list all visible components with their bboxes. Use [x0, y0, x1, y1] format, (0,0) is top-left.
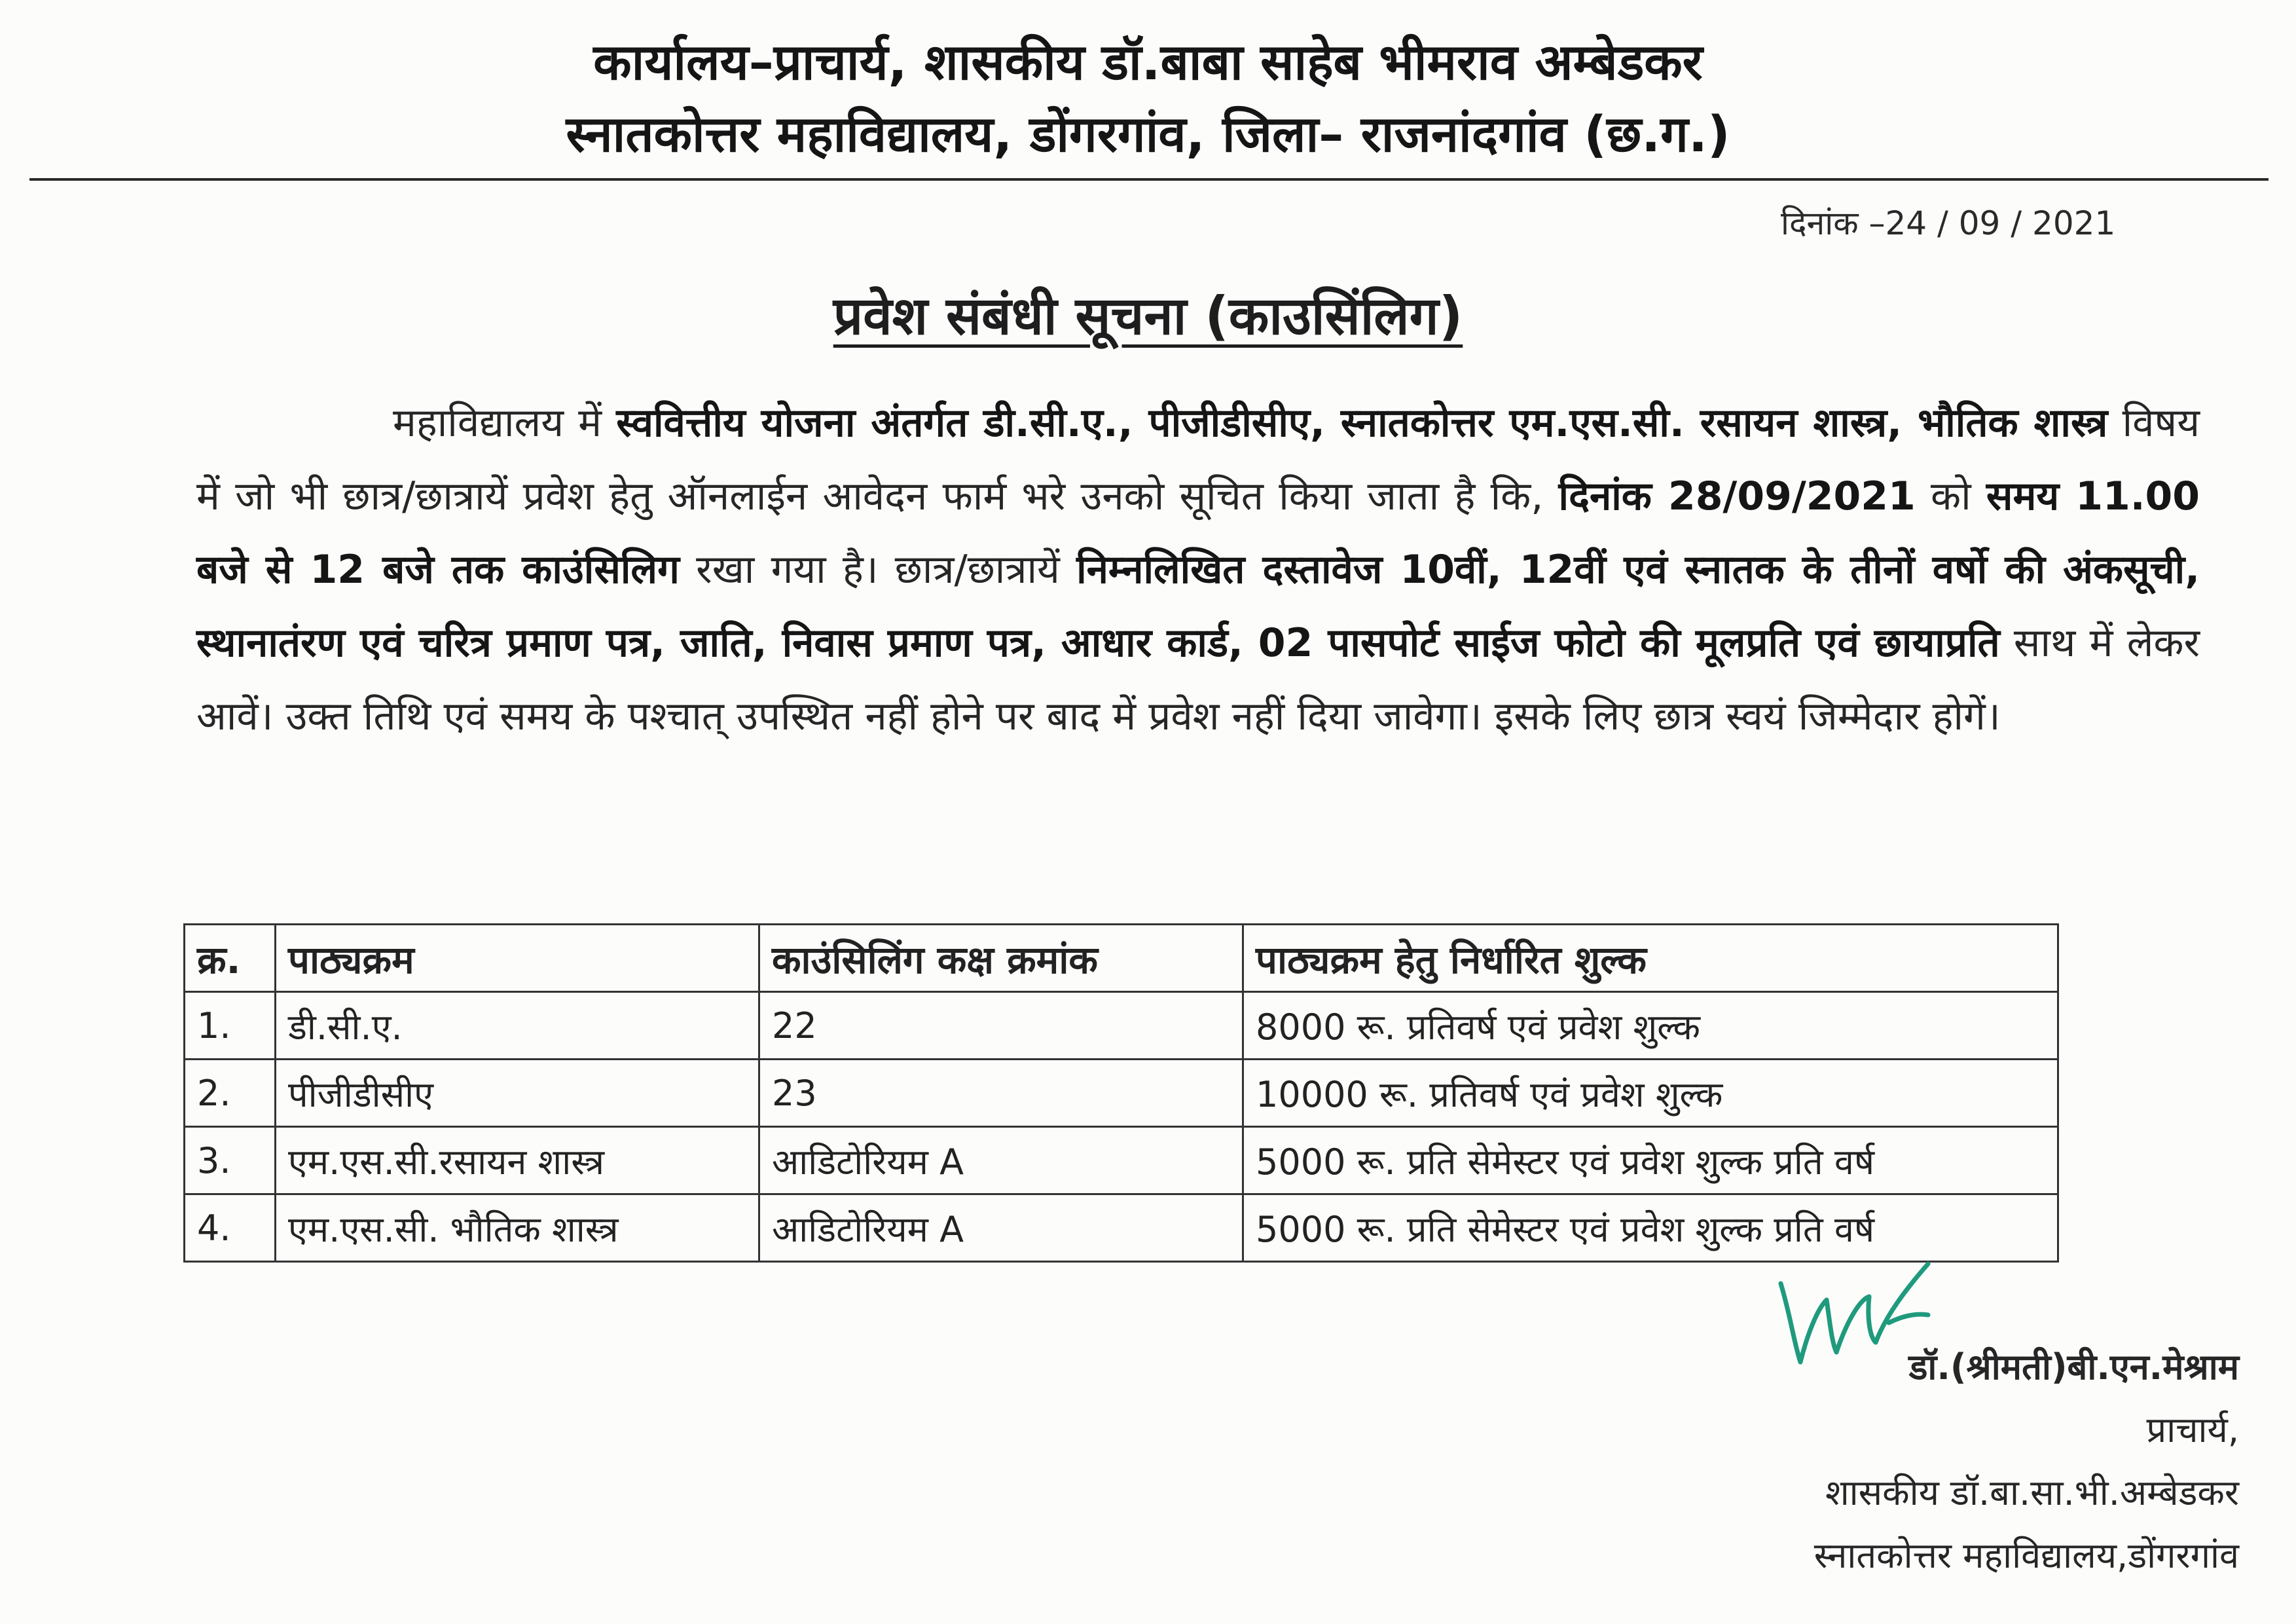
body-bold-date: दिनांक 28/09/2021 — [1558, 473, 1916, 519]
cell-serial: 2. — [185, 1060, 276, 1127]
office-header — [0, 26, 2296, 170]
cell-room: आडिटोरियम A — [759, 1194, 1243, 1262]
signatory-college-line-2: स्नातकोत्तर महाविद्यालय,डोंगरगांव — [1813, 1535, 2239, 1576]
cell-room: आडिटोरियम A — [759, 1127, 1243, 1194]
header-line-1: कार्यालय–प्राचार्य, शासकीय डॉ.बाबा साहेब भीमराव अम्बेडकर — [593, 33, 1703, 91]
header-line-2: स्नातकोत्तर महाविद्यालय, डोंगरगांव, जिला– राजनांदगांव (छ.ग.) — [566, 105, 1730, 163]
cell-serial: 1. — [185, 992, 276, 1060]
counselling-fee-table — [183, 923, 2059, 1263]
body-text-3: को — [1915, 473, 1986, 519]
body-text-4: रखा गया है। छात्र/छात्रायें — [679, 547, 1077, 593]
cell-fee: 10000 रू. प्रतिवर्ष एवं प्रवेश शुल्क — [1243, 1060, 2058, 1127]
header-fee: पाठ्यक्रम हेतु निर्धारित शुल्क — [1243, 925, 2058, 992]
cell-room: 22 — [759, 992, 1243, 1060]
cell-room: 23 — [759, 1060, 1243, 1127]
header-course: पाठ्यक्रम — [276, 925, 759, 992]
body-bold-courses: स्ववित्तीय योजना अंतर्गत डी.सी.ए., पीजीडीसीए, स्नातकोत्तर एम.एस.सी. रसायन शास्त्र, भौतिक शास्त्र — [616, 400, 2108, 446]
body-bold-documents: निम्नलिखित दस्तावेज 10वीं, 12वीं एवं स्नातक के तीनों वर्षो की अंकसूची, स्थानातंरण एवं चरित्र प्रमाण पत्र, जाति, निवास प्रमाण पत्र, आधार कार्ड, 02 पासपोर्ट साईज फोटो की मूलप्रति एवं छायाप्रति — [196, 547, 2200, 666]
header-room: काउंसिलिंग कक्ष क्रमांक — [759, 925, 1243, 992]
cell-fee: 5000 रू. प्रति सेमेस्टर एवं प्रवेश शुल्क प्रति वर्ष — [1243, 1127, 2058, 1194]
signatory-block — [1375, 1336, 2239, 1587]
notice-date: दिनांक –24 / 09 / 2021 — [1781, 204, 2116, 242]
signatory-designation: प्राचार्य, — [2146, 1409, 2239, 1450]
notice-title — [0, 278, 2296, 350]
notice-title-text: प्रवेश संबंधी सूचना (काउसिंलिग) — [833, 286, 1463, 346]
cell-course: डी.सी.ए. — [276, 992, 759, 1060]
body-text-1: महाविद्यालय में — [393, 400, 617, 446]
cell-course: पीजीडीसीए — [276, 1060, 759, 1127]
table-row — [185, 1127, 2058, 1194]
cell-serial: 4. — [185, 1194, 276, 1262]
body-text-5: साथ में लेकर आवें। उक्त तिथि एवं समय के पश्चात् उपस्थित नहीं होने पर बाद में प्रवेश नहीं दिया जावेगा। इसके लिए छात्र स्वयं जिम्मेदार होगें। — [196, 620, 2200, 739]
cell-serial: 3. — [185, 1127, 276, 1194]
table-row — [185, 1060, 2058, 1127]
signatory-college-line-1: शासकीय डॉ.बा.सा.भी.अम्बेडकर — [1825, 1472, 2239, 1513]
signatory-name: डॉ.(श्रीमती)बी.एन.मेश्राम — [1908, 1346, 2239, 1388]
body-text-2: विषय में जो भी छात्र/छात्रायें प्रवेश हेतु ऑनलाईन आवेदन फार्म भरे उनको सूचित किया जाता है कि, — [196, 400, 2200, 519]
table-header-row — [185, 925, 2058, 992]
body-bold-time: समय 11.00 बजे से 12 बजे तक काउंसिलिग — [196, 473, 2200, 593]
header-divider — [29, 178, 2269, 181]
cell-fee: 8000 रू. प्रतिवर्ष एवं प्रवेश शुल्क — [1243, 992, 2058, 1060]
cell-fee: 5000 रू. प्रति सेमेस्टर एवं प्रवेश शुल्क प्रति वर्ष — [1243, 1194, 2058, 1262]
cell-course: एम.एस.सी.रसायन शास्त्र — [276, 1127, 759, 1194]
header-serial: क्र. — [185, 925, 276, 992]
notice-body — [196, 386, 2200, 753]
cell-course: एम.एस.सी. भौतिक शास्त्र — [276, 1194, 759, 1262]
table-row — [185, 992, 2058, 1060]
